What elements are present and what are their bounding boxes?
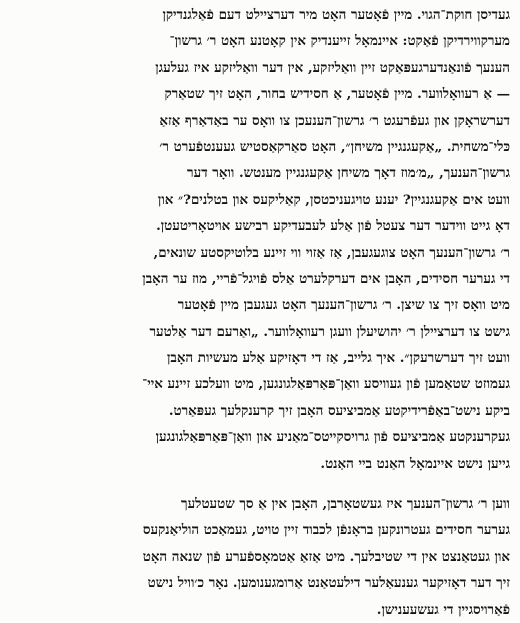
text-line: גייען נישט איינמאָל האַנט ביי האַנט.	[320, 455, 510, 472]
paragraph-2	[8, 491, 510, 623]
text-line: ר׳ גרשון־הענעך האָט צוגעגעבן, אַז אַזוי ווי זיינע בלוטיקסטע שונאים,	[153, 244, 510, 261]
text-line: דאָ גייט ווידער דער צעטל פֿון אַלע לעבעדיקע רבישע אויטאָריטעטן.	[156, 218, 510, 235]
text-line: פֿאַרויסגיין די געשעענישן.	[376, 601, 510, 618]
text-line: ביקע נישט־באַפֿרידיקטע אַמביציעס האָבן זיך קרענקלעך געפּאַרט.	[168, 402, 510, 419]
text-line: זיך דער דאָזיקער גענעאַלער דילעטאַנט אַרומגענומען. נאָר כ׳וויל נישט	[147, 575, 510, 592]
text-line: וועט זיך דערשרעקן״. איך גלייב, אַז די דאָזיקע אַלע מעשיות האָבן	[166, 350, 510, 367]
text-line: די גערער חסידים, האָבן אים דערקלערט אַלס פֿויגל־פֿריי, מוז ער האָבן	[142, 270, 510, 287]
paragraph-spacer	[8, 477, 510, 491]
paragraph-1	[8, 2, 510, 477]
text-line: ווען ר׳ גרשון־הענעך איז געשטאָרבן, האָבן אין אַ סך שטעטלעך	[181, 496, 510, 513]
text-line: — אַ רעוואָלווער. מיין פֿאָטער, אַ חסידיש בחור, האָט זיך שטאַרק	[164, 86, 510, 103]
text-line: כּלי־משחית. „אַקעגנגיין משיחן״, האָט סאַרקאַסטיש געענטפֿערט ר׳	[159, 138, 510, 155]
text-line: הענעך פֿונאַנדערגעפּאַקט זיין וואַליזקע, אין דער וואַליזקע איז געלעגן	[155, 59, 510, 76]
text-line: געקרענקטע אַמביציעס פֿון גרויסקייטס־מאַניע און וואַן־פּאַרפּאַלגונגען	[155, 429, 510, 446]
text-line: גישט צו דערציילן ר׳ יהושיעלן וועגן רעוואָלווער. „ואַרעם דער אַלטער	[149, 323, 510, 340]
text-line: מערקווירדיקן פֿאַקט: איינמאָל זייענדיק אין קאָטנע האָט ר׳ גרשון־	[169, 33, 510, 50]
text-line: און געטאַנצט אין די שטיבלעך. מיט אַזאַ אַטמאָספֿערע פֿון שנאה האָט	[142, 548, 510, 565]
text-line: גרשון־הענעך, „מ׳מוז דאָך משיחן אַקעגנגיין מענטש. וואָר דער	[187, 165, 510, 182]
text-line: געדיסן חוקת־הגוי. מיין פֿאָטער האָט מיר דערציילט דעם פֿאַלגנדיקן	[162, 7, 510, 23]
yiddish-text-column	[8, 2, 510, 623]
text-line: מיט וואָס זיך צו שיצן. ר׳ גרשון־הענעך האָט געגעבן מיין פֿאָטער	[177, 297, 510, 314]
text-line: געמוזט שטאַמען פֿון געוויסע וואַן־פּאַרפּאַלגונגען, מיט וועלכע זיינע איי־	[142, 376, 510, 393]
text-line: גערער חסידים געטרונקען בראָנפֿן לכבוד זיין טויט, געמאַכט הוליאַנקעס	[142, 522, 510, 539]
text-line: דערשראָקן און געפֿרעגט ר׳ גרשון־הענעכן צו וואָס ער באַדאַרף אַזאַ	[159, 112, 510, 129]
text-line: וועט אים אַקעגנגיין? יענע טויגעניכטסן, קאַליקעס און בטלנים?״ און	[157, 191, 510, 208]
